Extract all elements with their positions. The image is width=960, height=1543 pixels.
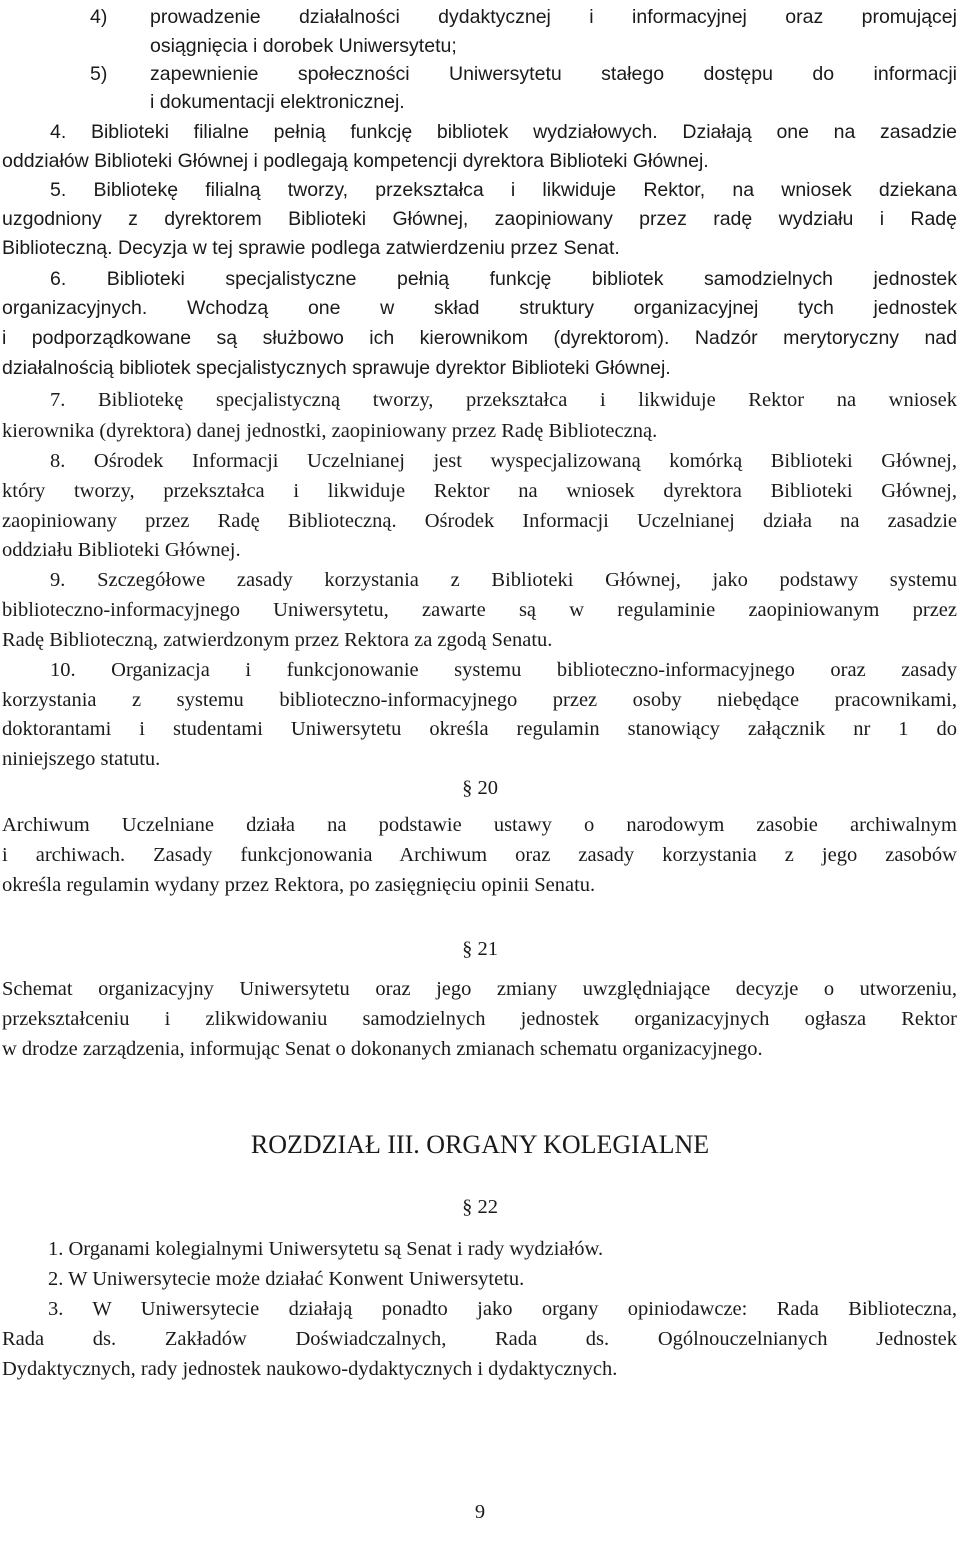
list-number: 5) [90,63,108,85]
list-item-text: zapewnienie społeczności Uniwersytetu stałego dostępu do informacji [150,63,957,85]
paragraph-line: Rada ds. Zakładów Doświadczalnych, Rada ds. Ogólnouczelnianych Jednostek [2,1328,957,1350]
paragraph-line: Radę Biblioteczną, zatwierdzonym przez Rektora za zgodą Senatu. [2,629,553,651]
list-item-text: osiągnięcia i dorobek Uniwersytetu; [150,35,457,57]
paragraph-line: określa regulamin wydany przez Rektora, po zasięgnięciu opinii Senatu. [2,874,596,896]
paragraph-line: kierownika (dyrektora) danej jednostki, zaopiniowany przez Radę Biblioteczną. [2,420,658,442]
paragraph-line: 10. Organizacja i funkcjonowanie systemu biblioteczno-informacyjnego oraz zasady [50,659,957,681]
paragraph-line: korzystania z systemu biblioteczno-informacyjnego przez osoby niebędące pracownikami, [2,689,957,711]
paragraph-line: 9. Szczegółowe zasady korzystania z Biblioteki Głównej, jako podstawy systemu [50,569,957,591]
paragraph-line: przekształceniu i zlikwidowaniu samodzielnych jednostek organizacyjnych ogłasza Rektor [2,1008,957,1030]
paragraph-line: w drodze zarządzenia, informując Senat o dokonanych zmianach schematu organizacyjnego. [2,1038,763,1060]
paragraph-line: który tworzy, przekształca i likwiduje Rektor na wniosek dyrektora Biblioteki Głównej, [2,480,957,502]
paragraph-line: Dydaktycznych, rady jednostek naukowo-dydaktycznych i dydaktycznych. [2,1358,618,1380]
paragraph-line: zaopiniowany przez Radę Biblioteczną. Ośrodek Informacji Uczelnianej działa na zasadzie [2,510,957,532]
paragraph-line: 7. Bibliotekę specjalistyczną tworzy, przekształca i likwiduje Rektor na wniosek [50,389,957,411]
section-heading: § 21 [462,938,498,960]
paragraph-line: 4. Biblioteki filialne pełnią funkcję bibliotek wydziałowych. Działają one na zasadzie [50,121,957,143]
list-item-text: prowadzenie działalności dydaktycznej i informacyjnej oraz promującej [150,6,957,28]
paragraph-line: 6. Biblioteki specjalistyczne pełnią funkcję bibliotek samodzielnych jednostek [50,268,957,290]
paragraph-line: 1. Organami kolegialnymi Uniwersytetu są Senat i rady wydziałów. [48,1238,604,1260]
paragraph-line: działalnością bibliotek specjalistycznych sprawuje dyrektor Biblioteki Głównej. [2,357,671,379]
paragraph-line: Biblioteczną. Decyzja w tej sprawie podlega zatwierdzeniu przez Senat. [2,237,620,259]
paragraph-line: i archiwach. Zasady funkcjonowania Archiwum oraz zasady korzystania z jego zasobów [2,844,957,866]
paragraph-line: 3. W Uniwersytecie działają ponadto jako organy opiniodawcze: Rada Biblioteczna, [48,1298,957,1320]
paragraph-line: 8. Ośrodek Informacji Uczelnianej jest wyspecjalizowaną komórką Biblioteki Głównej, [50,450,957,472]
paragraph-line: oddziałów Biblioteki Głównej i podlegają kompetencji dyrektora Biblioteki Głównej. [2,150,709,172]
section-heading: § 22 [462,1196,498,1218]
chapter-title: ROZDZIAŁ III. ORGANY KOLEGIALNE [250,1130,710,1159]
paragraph-line: i podporządkowane są służbowo ich kierownikom (dyrektorom). Nadzór merytoryczny nad [2,327,957,349]
list-item-text: i dokumentacji elektronicznej. [150,91,405,113]
page-number: 9 [474,1501,486,1523]
paragraph-line: doktorantami i studentami Uniwersytetu określa regulamin stanowiący załącznik nr 1 do [2,718,957,740]
section-heading: § 20 [462,777,498,799]
paragraph-line: 5. Bibliotekę filialną tworzy, przekształca i likwiduje Rektor, na wniosek dziekana [50,179,957,201]
paragraph-line: biblioteczno-informacyjnego Uniwersytetu, zawarte są w regulaminie zaopiniowanym przez [2,599,957,621]
paragraph-line: Schemat organizacyjny Uniwersytetu oraz jego zmiany uwzględniające decyzje o utworzeniu, [2,978,957,1000]
paragraph-line: uzgodniony z dyrektorem Biblioteki Głównej, zaopiniowany przez radę wydziału i Radę [2,208,957,230]
paragraph-line: niniejszego statutu. [2,748,161,770]
paragraph-line: Archiwum Uczelniane działa na podstawie ustawy o narodowym zasobie archiwalnym [2,814,957,836]
paragraph-line: organizacyjnych. Wchodzą one w skład struktury organizacyjnej tych jednostek [2,297,957,319]
paragraph-line: 2. W Uniwersytecie może działać Konwent Uniwersytetu. [48,1268,525,1290]
list-number: 4) [90,6,108,28]
paragraph-line: oddziału Biblioteki Głównej. [2,539,241,561]
